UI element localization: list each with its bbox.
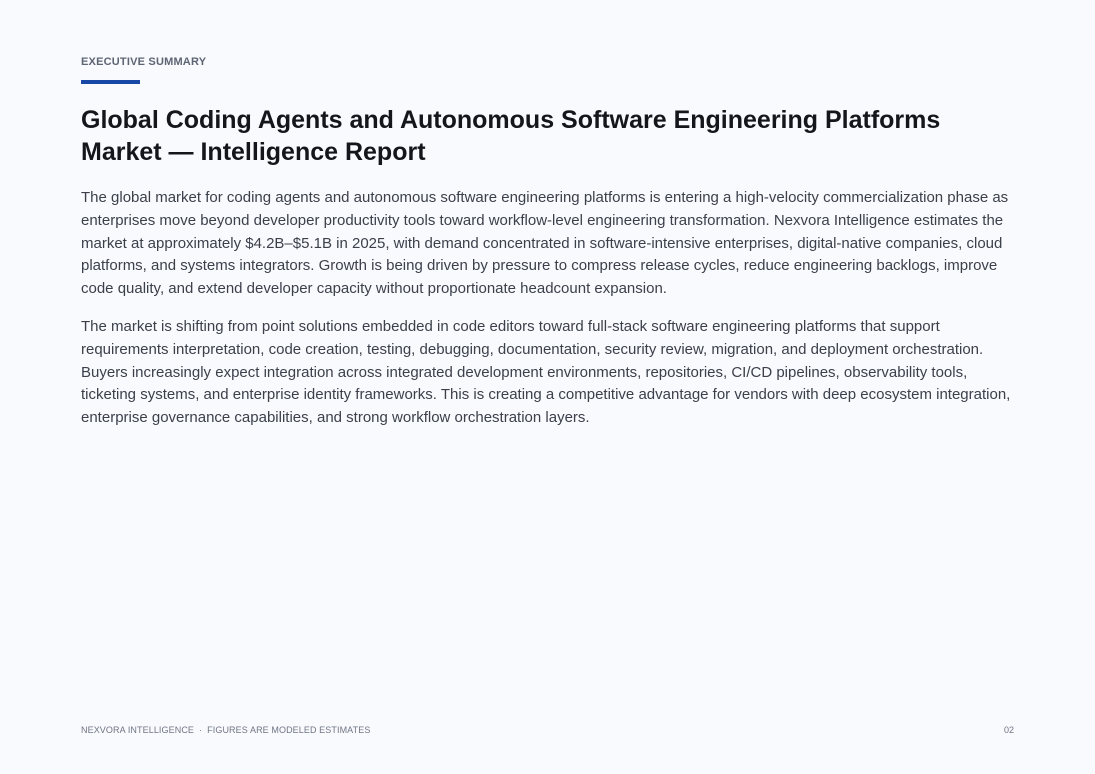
footer-brand: NEXVORA INTELLIGENCE	[81, 725, 195, 735]
report-page	[81, 0, 1016, 774]
accent-rule	[81, 80, 140, 84]
summary-paragraph-2: The market is shifting from point solutions embedded in code editors toward full-stack software engineering platforms that support requirements interpretation, code creation, testing, debugging, documentation, security review, migration, and deployment orchestration. Buyers increasingly expect integration across integrated development environments, repositories, CI/CD pipelines, observability tools, ticketing systems, and enterprise identity frameworks. This is creating a competitive advantage for vendors with deep ecosystem integration, enterprise governance capabilities, and strong workflow orchestration layers.	[81, 317, 1011, 427]
summary-body	[81, 187, 1016, 445]
footer-credit	[81, 725, 370, 735]
page-title: Global Coding Agents and Autonomous Software Engineering Platforms Market — Intelligence Report	[81, 106, 941, 166]
footer-separator: ·	[199, 725, 203, 735]
summary-paragraph-1: The global market for coding agents and autonomous software engineering platforms is entering a high-velocity commercialization phase as enterprises move beyond developer productivity tools toward workflow-level engineering transformation. Nexvora Intelligence estimates the market at approximately $4.2B–$5.1B in 2025, with demand concentrated in software-intensive enterprises, digital-native companies, cloud platforms, and systems integrators. Growth is being driven by pressure to compress release cycles, reduce engineering backlogs, improve code quality, and extend developer capacity without proportionate headcount expansion.	[81, 189, 1009, 298]
page-number: 02	[1003, 725, 1014, 735]
footer-note: FIGURES ARE MODELED ESTIMATES	[207, 725, 371, 735]
section-label: EXECUTIVE SUMMARY	[81, 56, 207, 68]
